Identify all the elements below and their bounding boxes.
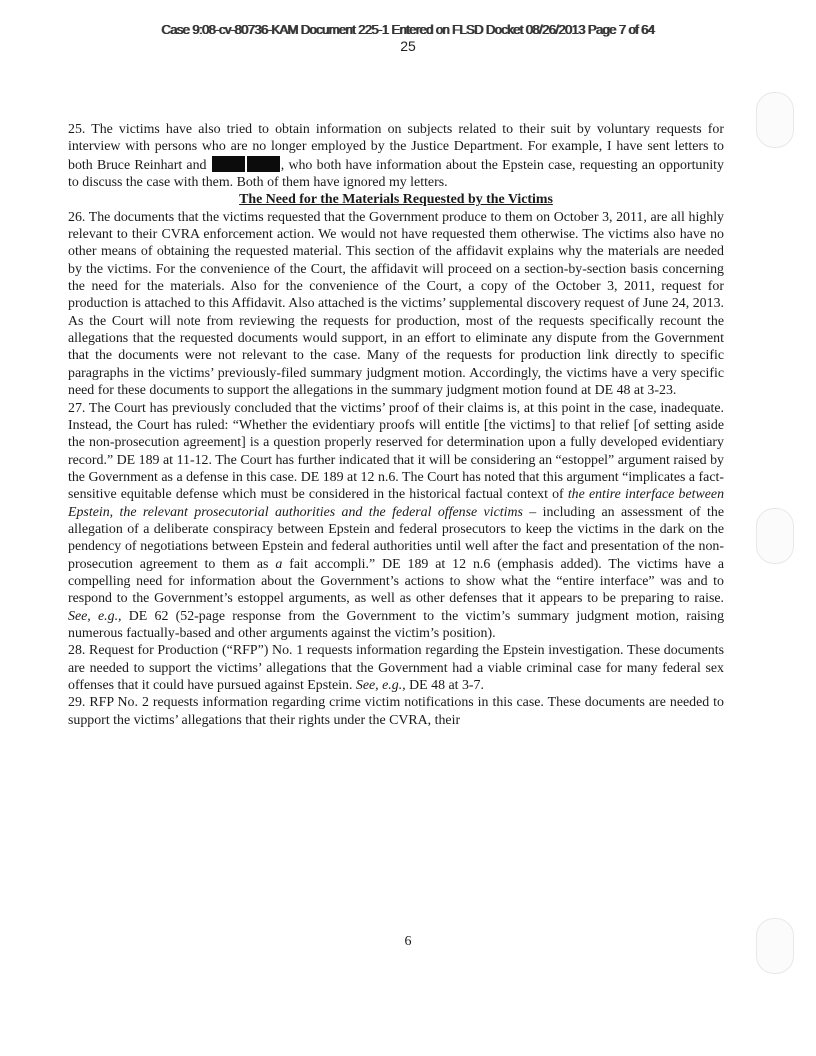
- paragraph-27: 27. The Court has previously concluded that the victims’ proof of their claims is, at this point in the case, inadequate. Instead, the Court has ruled: “Whether the evidentiary proofs will entitle [the victims] to that relief [of setting aside the non-prosecution agreement] is a question properly reserved for determination upon a fully developed evidentiary record.” DE 189 at 11-12. The Court has further indicated that it will be considering an “estoppel” argument raised by the Government as a defense in this case. DE 189 at 12 n.6. The Court has noted that this argument “implicates a fact-sensitive equitable defense which must be considered in the historical factual context of the entire interface between Epstein, the relevant prosecutorial authorities and the federal offense victims – including an assessment of the allegation of a deliberate conspiracy between Epstein and federal prosecutors to keep the victims in the dark on the pendency of negotiations between Epstein and federal authorities until well after the fact and presentation of the non-prosecution agreement to them as a fait accompli.” DE 189 at 12 n.6 (emphasis added). The victims have a compelling need for information about the Government’s actions to show what the “entire interface” was and to respond to the Government’s estoppel arguments, as well as other defenses that it appears to be preparing to raise. See, e.g., DE 62 (52-page response from the Government to the victim’s summary judgment motion, raising numerous factually-based and other arguments against the victim’s position).: [68, 400, 725, 641]
- binder-hole-mark: [756, 918, 794, 974]
- section-heading: The Need for the Materials Requested by the Victims: [239, 192, 553, 208]
- paragraph-29: 29. RFP No. 2 requests information regarding crime victim notifications in this case. These documents are needed to support the victims’ allegations that their rights under the CVRA, their: [68, 695, 724, 728]
- redaction-block: [247, 156, 280, 172]
- case-caption: Case 9:08-cv-80736-KAM Document 225-1 Entered on FLSD Docket 08/26/2013 Page 7 of 64: [161, 22, 655, 37]
- case-header-stamp: [0, 22, 816, 54]
- binder-hole-mark: [756, 508, 794, 564]
- paragraph-26: 26. The documents that the victims requested that the Government produce to them on October 3, 2011, are all highly relevant to their CVRA enforcement action. We would not have requested them otherwise. The victims also have no other means of obtaining the requested material. This section of the affidavit explains why the materials are needed by the victims. For the convenience of the Court, the affidavit will proceed on a section-by-section basis concerning the need for the materials. Also for the convenience of the Court, a copy of the October 3, 2011, request for production is attached to this Affidavit. Also attached is the victims’ supplemental discovery request of June 24, 2013. As the Court will note from reviewing the requests for production, most of the requests specifically recount the allegations that the requested documents would support, in an effort to eliminate any dispute from the Government that the documents were not relevant to the case. Many of the requests for production link directly to specific paragraphs in the victims’ previously-filed summary judgment motion. Accordingly, the victims have a very specific need for these documents to support the allegations in the summary judgment motion found at DE 48 at 3-23.: [68, 209, 724, 399]
- overlay-page-number: 25: [400, 38, 416, 54]
- paragraph-25: 25. The victims have also tried to obtain information on subjects related to their suit by voluntary requests for interview with persons who are no longer employed by the Justice Department. For example, I have sent letters to both Bruce Reinhart and , who both have information about the Epstein case, requesting an opportunity to discuss the case with them. Both of them have ignored my letters.: [68, 122, 724, 191]
- document-body: [68, 121, 724, 729]
- redaction-block: [212, 156, 245, 172]
- page-number: 6: [404, 934, 412, 949]
- binder-hole-mark: [756, 92, 794, 148]
- paragraph-28: 28. Request for Production (“RFP”) No. 1 requests information regarding the Epstein investigation. These documents are needed to support the victims’ allegations that the Government had a viable criminal case for many federal sex offenses that it could have pursued against Epstein. See, e.g., DE 48 at 3-7.: [68, 643, 724, 693]
